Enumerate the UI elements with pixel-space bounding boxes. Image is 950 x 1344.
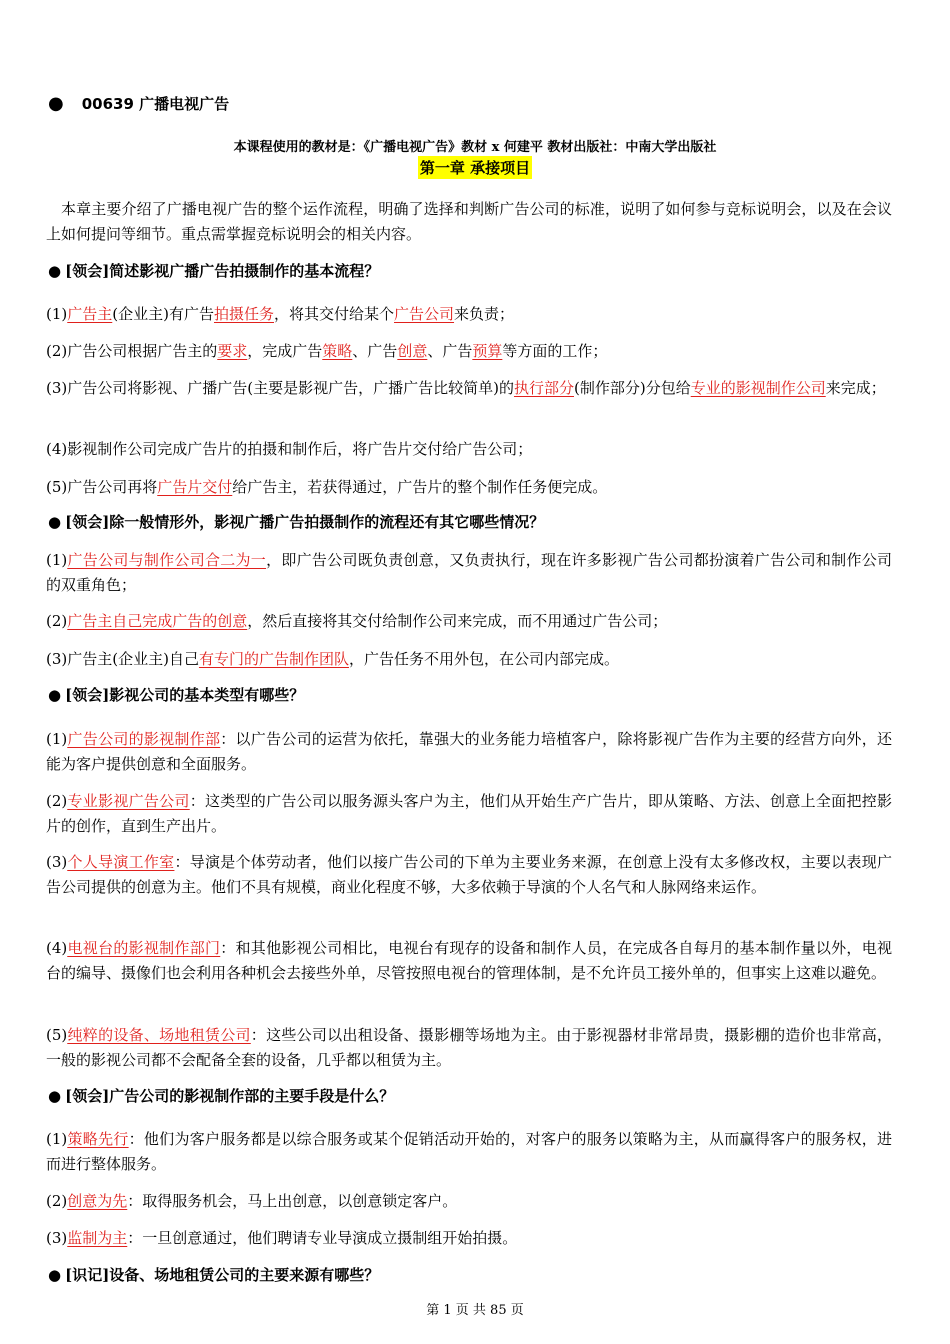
bullet-icon: ●: [48, 1087, 62, 1105]
list-item: (2)广告主自己完成广告的创意，然后直接将其交付给制作公司来完成，而不用通过广告公司；: [46, 612, 668, 630]
bullet-icon: ●: [48, 262, 62, 280]
list-item: (5)广告公司再将广告片交付给广告主，若获得通过，广告片的整个制作任务便完成。: [46, 478, 608, 496]
list-item: (5)纯粹的设备、场地租赁公司：这些公司以出租设备、摄影棚等场地为主。由于影视器材非常昂贵，摄影棚的造价也非常高，一般的影视公司都不会配备全套的设备，几乎都以租赁为主。: [46, 1026, 892, 1069]
chapter-intro: 本章主要介绍了广播电视广告的整个运作流程，明确了选择和判断广告公司的标准，说明了如何参与竞标说明会，以及在会议上如何提问等细节。重点需掌握竞标说明会的相关内容。: [46, 200, 892, 243]
question-heading: ● [领会]影视公司的基本类型有哪些？: [48, 686, 305, 704]
list-item: (4)电视台的影视制作部门：和其他影视公司相比，电视台有现存的设备和制作人员，在完成各自每月的基本制作量以外，电视台的编导、摄像们也会利用各种机会去接些外单，尽管按照电视台的管理体制，是不允许员工接外单的，但事实上这难以避免。: [46, 939, 892, 982]
bullet-icon: ●: [48, 93, 64, 114]
question-heading: ● [领会]广告公司的影视制作部的主要手段是什么？: [48, 1087, 395, 1105]
bullet-icon: ●: [48, 686, 62, 704]
list-item: (3)广告公司将影视、广播广告(主要是影视广告，广播广告比较简单)的执行部分(制作部分)分包给专业的影视制作公司来完成；: [46, 379, 886, 397]
list-item: (2)广告公司根据广告主的要求，完成广告策略、广告创意、广告预算等方面的工作；: [46, 342, 608, 360]
list-item: (4)影视制作公司完成广告片的拍摄和制作后，将广告片交付给广告公司；: [46, 440, 533, 458]
list-item: (1)广告主(企业主)有广告拍摄任务，将其交付给某个广告公司来负责；: [46, 305, 515, 323]
course-heading: [48, 93, 229, 114]
textbook-info: 本课程使用的教材是：《广播电视广告》教材 x 何建平 教材出版社：中南大学出版社: [233, 140, 717, 155]
bullet-icon: ●: [48, 513, 62, 531]
list-item: (1)广告公司与制作公司合二为一，即广告公司既负责创意，又负责执行，现在许多影视广告公司都扮演着广告公司和制作公司的双重角色；: [46, 551, 892, 594]
chapter-title: 第一章 承接项目: [418, 156, 532, 179]
list-item: (2)专业影视广告公司：这类型的广告公司以服务源头客户为主，他们从开始生产广告片，即从策略、方法、创意上全面把控影片的创作，直到生产出片。: [46, 792, 892, 835]
list-item: (3)监制为主：一旦创意通过，他们聘请专业导演成立摄制组开始拍摄。: [46, 1229, 518, 1247]
question-heading: ● [识记]设备、场地租赁公司的主要来源有哪些？: [48, 1266, 380, 1284]
course-title: 00639 广播电视广告: [81, 95, 230, 113]
list-item: (1)广告公司的影视制作部：以广告公司的运营为依托，靠强大的业务能力培植客户，除将影视广告作为主要的经营方向外，还能为客户提供创意和全面服务。: [46, 730, 892, 773]
question-heading: ● [领会]除一般情形外，影视广播广告拍摄制作的流程还有其它哪些情况？: [48, 513, 545, 531]
bullet-icon: ●: [48, 1266, 62, 1284]
page-number: 第 1 页 共 85 页: [426, 1303, 524, 1318]
list-item: (3)广告主(企业主)自己有专门的广告制作团队，广告任务不用外包，在公司内部完成。: [46, 650, 619, 668]
list-item: (2)创意为先：取得服务机会，马上出创意，以创意锁定客户。: [46, 1192, 458, 1210]
list-item: (3)个人导演工作室：导演是个体劳动者，他们以接广告公司的下单为主要业务来源，在创意上没有太多修改权，主要以表现广告公司提供的创意为主。他们不具有规模，商业化程度不够，大多依赖于导演的个人名气和人脉网络来运作。: [46, 853, 892, 896]
chapter-heading: [0, 156, 950, 179]
question-heading: ● [领会]简述影视广播广告拍摄制作的基本流程？: [48, 262, 380, 280]
list-item: (1)策略先行：他们为客户服务都是以综合服务或某个促销活动开始的，对客户的服务以策略为主，从而赢得客户的服务权，进而进行整体服务。: [46, 1130, 892, 1173]
